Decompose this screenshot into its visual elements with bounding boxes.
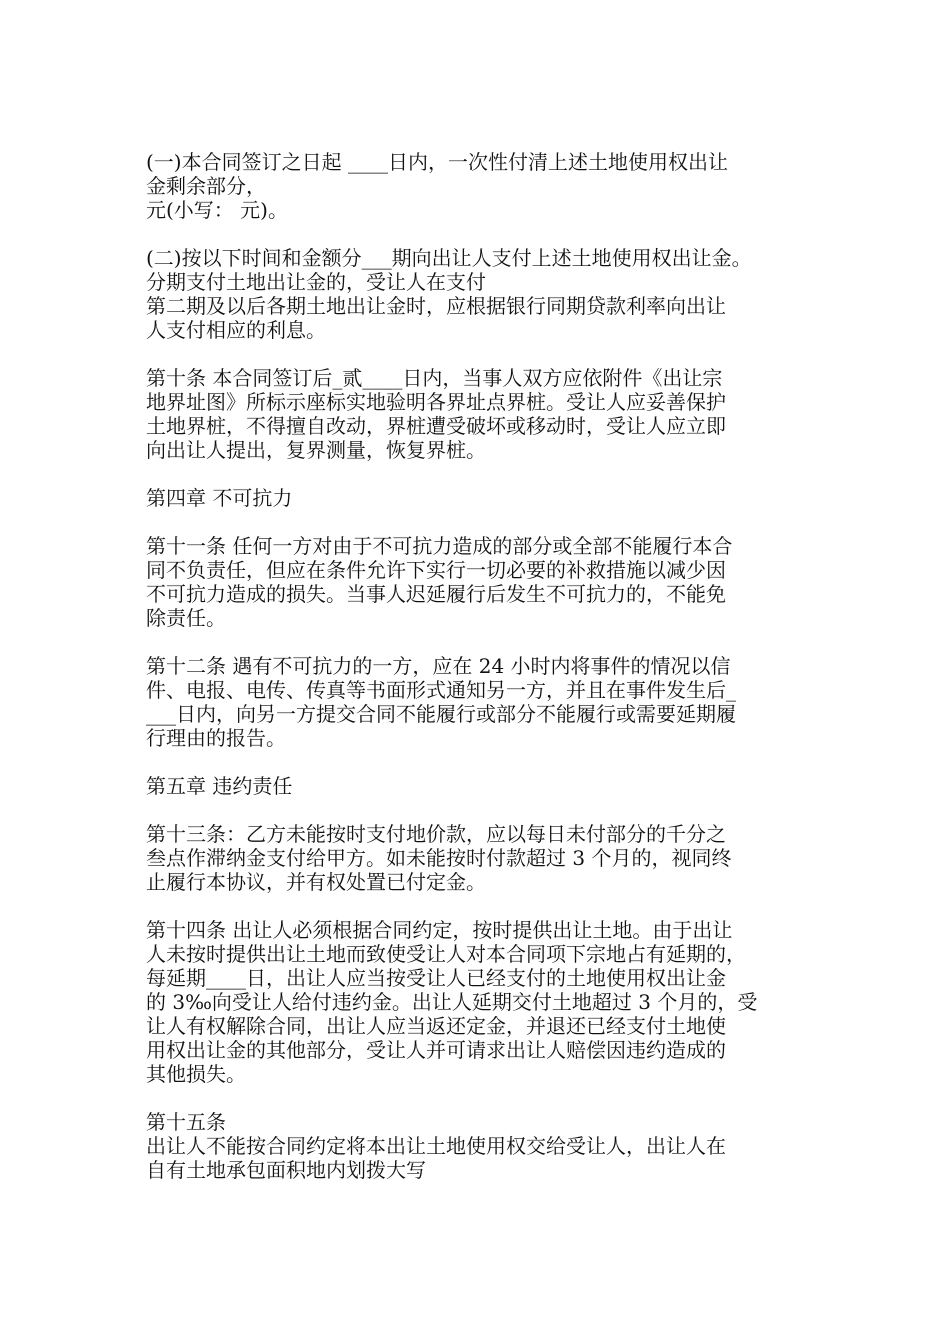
- document-body: [146, 150, 826, 1206]
- text-line: 让人有权解除合同，出让人应当返还定金，并退还已经支付土地使: [146, 1014, 726, 1038]
- text-line: 元(小写： 元)。: [146, 198, 288, 222]
- text-line: 第十四条 出让人必须根据合同约定，按时提供出让土地。由于出让: [146, 918, 733, 942]
- text-line: 第十一条 任何一方对由于不可抗力造成的部分或全部不能履行本合: [146, 534, 733, 558]
- text-line: 第四章 不可抗力: [146, 486, 293, 510]
- text-line: 叁点作滞纳金支付给甲方。如未能按时付款超过 3 个月的，视同终: [146, 846, 732, 870]
- paragraph: [146, 366, 826, 462]
- text-line: 第十五条: [146, 1110, 226, 1134]
- text-line: 第十二条 遇有不可抗力的一方，应在 24 小时内将事件的情况以信: [146, 654, 731, 678]
- text-line: 除责任。: [146, 606, 226, 630]
- text-line: 第十三条：乙方未能按时支付地价款，应以每日未付部分的千分之: [146, 822, 726, 846]
- text-line: 不可抗力造成的损失。当事人迟延履行后发生不可抗力的，不能免: [146, 582, 726, 606]
- paragraph: [146, 774, 826, 798]
- text-line: 第十条 本合同签订后_贰____日内，当事人双方应依附件《出让宗: [146, 366, 723, 390]
- text-line: 其他损失。: [146, 1062, 246, 1086]
- text-line: 地界址图》所标示座标实地验明各界址点界桩。受让人应妥善保护: [146, 390, 726, 414]
- text-line: 行理由的报告。: [146, 726, 286, 750]
- paragraph: [146, 654, 826, 750]
- text-line: 出让人不能按合同约定将本出让土地使用权交给受让人，出让人在: [146, 1134, 726, 1158]
- text-line: (一)本合同签订之日起 ____日内，一次性付清上述土地使用权出让: [146, 150, 728, 174]
- text-line: 每延期____日，出让人应当按受让人已经支付的土地使用权出让金: [146, 966, 726, 990]
- text-line: 同不负责任，但应在条件允许下实行一切必要的补救措施以减少因: [146, 558, 726, 582]
- text-line: 第五章 违约责任: [146, 774, 293, 798]
- paragraph: [146, 246, 826, 342]
- text-line: 用权出让金的其他部分，受让人并可请求出让人赔偿因违约造成的: [146, 1038, 726, 1062]
- text-line: 件、电报、电传、传真等书面形式通知另一方，并且在事件发生后_: [146, 678, 736, 702]
- text-line: 人未按时提供出让土地而致使受让人对本合同项下宗地占有延期的，: [146, 942, 746, 966]
- text-line: 止履行本协议，并有权处置已付定金。: [146, 870, 486, 894]
- paragraph: [146, 150, 826, 222]
- text-line: 第二期及以后各期土地出让金时，应根据银行同期贷款利率向出让: [146, 294, 726, 318]
- paragraph: [146, 486, 826, 510]
- text-line: 的 3‰向受让人给付违约金。出让人延期交付土地超过 3 个月的，受: [146, 990, 758, 1014]
- paragraph: [146, 918, 826, 1086]
- paragraph: [146, 822, 826, 894]
- text-line: 金剩余部分，: [146, 174, 266, 198]
- paragraph: [146, 534, 826, 630]
- text-line: (二)按以下时间和金额分___期向出让人支付上述土地使用权出让金。: [146, 246, 752, 270]
- paragraph: [146, 1110, 826, 1182]
- text-line: ___日内，向另一方提交合同不能履行或部分不能履行或需要延期履: [146, 702, 736, 726]
- text-line: 土地界桩，不得擅自改动，界桩遭受破坏或移动时，受让人应立即: [146, 414, 726, 438]
- text-line: 人支付相应的利息。: [146, 318, 326, 342]
- text-line: 分期支付土地出让金的，受让人在支付: [146, 270, 486, 294]
- text-line: 自有土地承包面积地内划拨大写: [146, 1158, 426, 1182]
- text-line: 向出让人提出，复界测量，恢复界桩。: [146, 438, 486, 462]
